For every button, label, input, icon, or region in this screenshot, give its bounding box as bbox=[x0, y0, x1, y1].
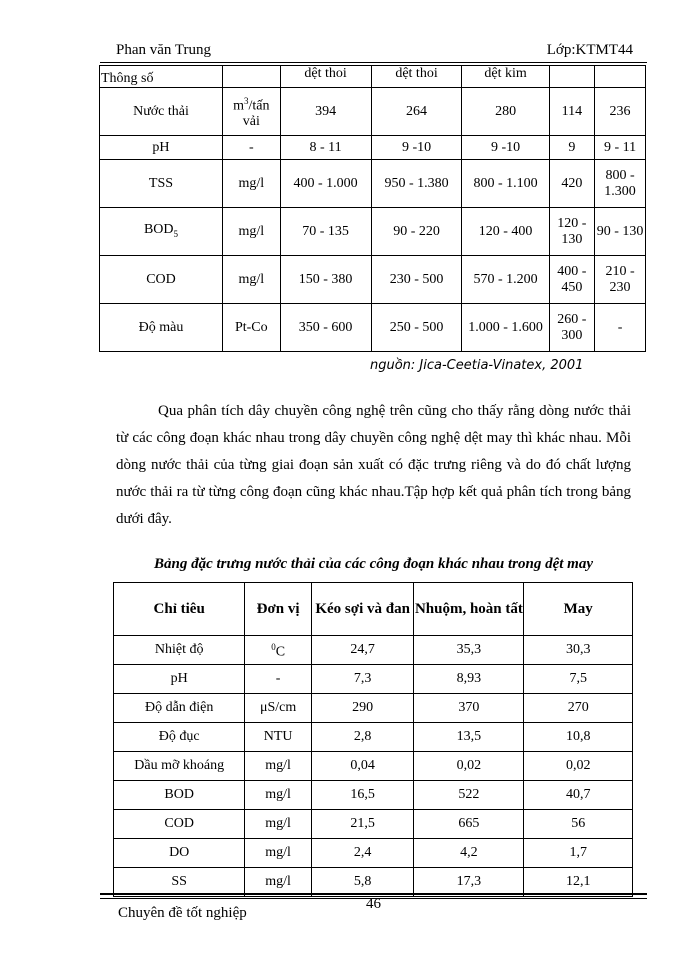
table1-value-cell: 9 bbox=[549, 136, 594, 160]
unit-main: C bbox=[275, 644, 286, 660]
table1-param-cell: pH bbox=[100, 136, 223, 160]
table1-header-cell: dệt kim bbox=[462, 66, 549, 88]
table1-unit-cell: mg/l bbox=[222, 160, 280, 208]
table2-unit-cell: NTU bbox=[245, 723, 311, 752]
table2-value-cell: 40,7 bbox=[524, 781, 633, 810]
table1-header-cell: dệt thoi bbox=[280, 66, 371, 88]
table1-value-cell: 950 - 1.380 bbox=[371, 160, 462, 208]
table2-value-cell: 30,3 bbox=[524, 636, 633, 665]
table2-header-row bbox=[114, 583, 633, 636]
table2-unit-cell: mg/l bbox=[245, 839, 311, 868]
table1-header-row bbox=[100, 66, 646, 88]
table2-row bbox=[114, 665, 633, 694]
table2-value-cell: 8,93 bbox=[414, 665, 524, 694]
table1-header-cell bbox=[595, 66, 646, 88]
table1-row bbox=[100, 160, 646, 208]
table2-header-cell: Chỉ tiêu bbox=[114, 583, 245, 636]
table2-value-cell: 665 bbox=[414, 810, 524, 839]
table2-param-cell: Dầu mỡ khoáng bbox=[114, 752, 245, 781]
source-note: nguồn: Jica-Ceetia-Vinatex, 2001 bbox=[370, 358, 584, 373]
table2-value-cell: 0,02 bbox=[524, 752, 633, 781]
table2-param-cell: BOD bbox=[114, 781, 245, 810]
stage-characteristics-table bbox=[113, 582, 633, 897]
table1-value-cell: 230 - 500 bbox=[371, 256, 462, 304]
table1-value-cell: 9 -10 bbox=[371, 136, 462, 160]
table1-header-cell: Thông số bbox=[100, 66, 223, 88]
table1-value-cell: 1.000 - 1.600 bbox=[462, 304, 549, 352]
table1-value-cell: 250 - 500 bbox=[371, 304, 462, 352]
body-paragraph bbox=[116, 398, 631, 533]
table1-unit-cell: mg/l bbox=[222, 256, 280, 304]
paragraph-text: Qua phân tích dây chuyền công nghệ trên cũng cho thấy rằng dòng nước thải từ các công đoạn khác nhau trong dây chuyền công nghệ dệt may thì khác nhau. Mỗi dòng nước thải của từng giai đoạn sản xuất có đặc trưng riêng và do đó chất lượng nước thải ra từ từng công đoạn cũng khác nhau.Tập hợp kết quả phân tích trong bảng dưới đây. bbox=[116, 403, 631, 527]
table2-row bbox=[114, 781, 633, 810]
table1-header-cell: dệt thoi bbox=[371, 66, 462, 88]
header-rule bbox=[100, 62, 647, 63]
table2-row bbox=[114, 636, 633, 665]
table1-value-cell: 90 - 130 bbox=[595, 208, 646, 256]
table2-value-cell: 370 bbox=[414, 694, 524, 723]
table2-header-cell: Kéo sợi và đan bbox=[311, 583, 414, 636]
table2-param-cell: Độ dẫn điện bbox=[114, 694, 245, 723]
table2-value-cell: 35,3 bbox=[414, 636, 524, 665]
table1-param-cell: Độ màu bbox=[100, 304, 223, 352]
table2-param-cell: Nhiệt độ bbox=[114, 636, 245, 665]
table2-unit-cell: μS/cm bbox=[245, 694, 311, 723]
table1-row bbox=[100, 256, 646, 304]
table2-value-cell: 16,5 bbox=[311, 781, 414, 810]
table2-value-cell: 270 bbox=[524, 694, 633, 723]
table1-unit-cell: - bbox=[222, 136, 280, 160]
table1-value-cell: 280 bbox=[462, 88, 549, 136]
table1-value-cell: 260 - 300 bbox=[549, 304, 594, 352]
table1-value-cell: 570 - 1.200 bbox=[462, 256, 549, 304]
table1-value-cell: 800 - 1.100 bbox=[462, 160, 549, 208]
unit-rest: /tấn vải bbox=[242, 98, 270, 130]
table1-unit-cell bbox=[222, 88, 280, 136]
table2-unit-cell: mg/l bbox=[245, 752, 311, 781]
param-main: BOD bbox=[143, 221, 174, 237]
unit-main: m bbox=[233, 98, 244, 114]
header-author: Phan văn Trung bbox=[116, 42, 212, 58]
table2-value-cell: 17,3 bbox=[414, 868, 524, 897]
table1-value-cell: 350 - 600 bbox=[280, 304, 371, 352]
unit-superscript: 3 bbox=[244, 95, 249, 106]
table2-value-cell: 290 bbox=[311, 694, 414, 723]
table1-value-cell: 70 - 135 bbox=[280, 208, 371, 256]
footer-text: Chuyên đề tốt nghiệp bbox=[118, 905, 247, 921]
table2-header-cell: May bbox=[524, 583, 633, 636]
wastewater-table bbox=[99, 65, 646, 352]
table2-value-cell: 2,4 bbox=[311, 839, 414, 868]
table1-value-cell: 400 - 1.000 bbox=[280, 160, 371, 208]
table2-row bbox=[114, 723, 633, 752]
table1-value-cell: 420 bbox=[549, 160, 594, 208]
table2-header-cell: Đơn vị bbox=[245, 583, 311, 636]
table2-value-cell: 522 bbox=[414, 781, 524, 810]
table1-value-cell: 264 bbox=[371, 88, 462, 136]
table2-param-cell: Độ đục bbox=[114, 723, 245, 752]
table2-row bbox=[114, 694, 633, 723]
table2-param-cell: pH bbox=[114, 665, 245, 694]
table1-value-cell: 394 bbox=[280, 88, 371, 136]
table2-value-cell: 10,8 bbox=[524, 723, 633, 752]
table2-value-cell: 7,5 bbox=[524, 665, 633, 694]
table2-value-cell: 2,8 bbox=[311, 723, 414, 752]
page-number: 46 bbox=[366, 896, 381, 912]
table2-unit-cell bbox=[245, 636, 311, 665]
table1-value-cell: 800 - 1.300 bbox=[595, 160, 646, 208]
table1-value-cell: - bbox=[595, 304, 646, 352]
table2-unit-cell: mg/l bbox=[245, 781, 311, 810]
table2-row bbox=[114, 810, 633, 839]
table1-param-cell: TSS bbox=[100, 160, 223, 208]
table2-caption: Bảng đặc trưng nước thải của các công đoạn khác nhau trong dệt may bbox=[154, 556, 593, 572]
table2-value-cell: 0,04 bbox=[311, 752, 414, 781]
table2-value-cell: 12,1 bbox=[524, 868, 633, 897]
table2-param-cell: DO bbox=[114, 839, 245, 868]
table1-row bbox=[100, 304, 646, 352]
table1-value-cell: 400 - 450 bbox=[549, 256, 594, 304]
table1-value-cell: 210 - 230 bbox=[595, 256, 646, 304]
table2-row bbox=[114, 839, 633, 868]
table1-row bbox=[100, 208, 646, 256]
table1-value-cell: 9 -10 bbox=[462, 136, 549, 160]
table1-unit-cell: Pt-Co bbox=[222, 304, 280, 352]
table1-param-cell: COD bbox=[100, 256, 223, 304]
table2-value-cell: 0,02 bbox=[414, 752, 524, 781]
table2-unit-cell: - bbox=[245, 665, 311, 694]
table2-value-cell: 21,5 bbox=[311, 810, 414, 839]
table2-value-cell: 7,3 bbox=[311, 665, 414, 694]
table2-value-cell: 1,7 bbox=[524, 839, 633, 868]
table1-value-cell: 120 - 400 bbox=[462, 208, 549, 256]
table2-row bbox=[114, 752, 633, 781]
table2-value-cell: 24,7 bbox=[311, 636, 414, 665]
param-subscript: 5 bbox=[173, 228, 179, 239]
table1-value-cell: 150 - 380 bbox=[280, 256, 371, 304]
table1-header-cell bbox=[549, 66, 594, 88]
table2-param-cell: SS bbox=[114, 868, 245, 897]
table2-param-cell: COD bbox=[114, 810, 245, 839]
table1-param-cell: Nước thải bbox=[100, 88, 223, 136]
table1-unit-cell: mg/l bbox=[222, 208, 280, 256]
table1-value-cell: 9 - 11 bbox=[595, 136, 646, 160]
table1-value-cell: 90 - 220 bbox=[371, 208, 462, 256]
table2-value-cell: 56 bbox=[524, 810, 633, 839]
table1-value-cell: 114 bbox=[549, 88, 594, 136]
header-class: Lớp:KTMT44 bbox=[546, 42, 633, 58]
table2-unit-cell: mg/l bbox=[245, 868, 311, 897]
table1-row bbox=[100, 136, 646, 160]
table2-unit-cell: mg/l bbox=[245, 810, 311, 839]
unit-superscript: 0 bbox=[271, 642, 276, 653]
table1-value-cell: 8 - 11 bbox=[280, 136, 371, 160]
table1-value-cell: 120 - 130 bbox=[549, 208, 594, 256]
table2-value-cell: 5,8 bbox=[311, 868, 414, 897]
table2-value-cell: 4,2 bbox=[414, 839, 524, 868]
table1-param-cell bbox=[100, 208, 223, 256]
table1-row bbox=[100, 88, 646, 136]
footer-rule-top bbox=[100, 893, 647, 895]
table1-header-cell bbox=[222, 66, 280, 88]
table2-header-cell: Nhuộm, hoàn tất bbox=[414, 583, 524, 636]
table1-value-cell: 236 bbox=[595, 88, 646, 136]
table2-value-cell: 13,5 bbox=[414, 723, 524, 752]
